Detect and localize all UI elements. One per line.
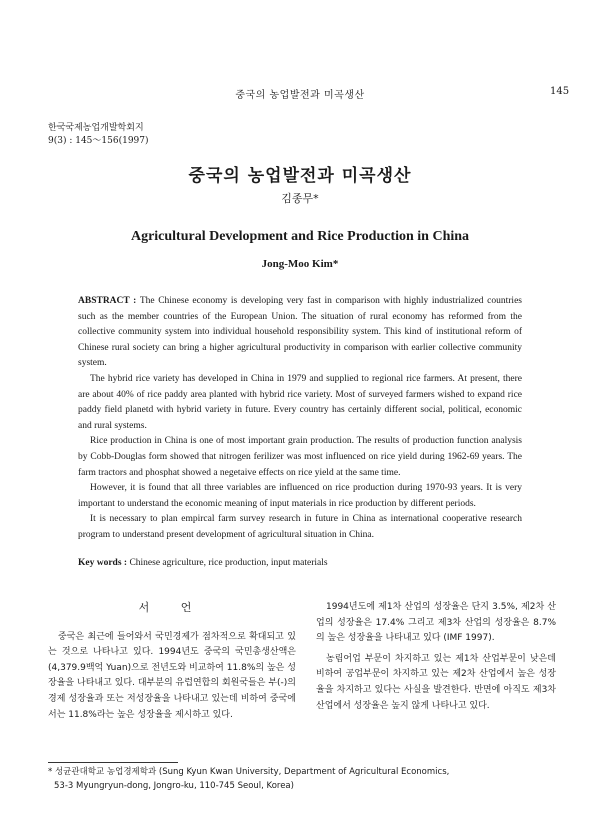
title-english: Agricultural Development and Rice Production in China	[130, 229, 470, 244]
section-heading: 서 언	[138, 601, 206, 614]
keywords-label: Key words :	[78, 558, 128, 568]
footnote-line: * 성균관대학교 농업경제학과 (Sung Kyun Kwan University, Department of Agricultural Economics,	[48, 767, 450, 777]
journal-name: 한국국제농업개발학회지	[48, 123, 144, 133]
abstract-paragraph: However, it is found that all three variables are influenced on rice production during 1970-93 years. It is very important to understand the economic meaning of input materials in rice production by different periods.	[78, 483, 522, 509]
body-paragraph: 농림어업 부문이 차지하고 있는 제1차 산업부문이 낮은데 비하여 공업부문이 차지하고 있는 제2차 산업에서 높은 성장율을 차지하고 있다는 사실을 발견한다. 반면에 아직도 제3차 산업에서 성장율은 높지 않게 나타나고 있다.	[316, 653, 556, 711]
footnote-line: 53-3 Myungryun-dong, Jongro-ku, 110-745 Seoul, Korea)	[54, 781, 294, 791]
footnote	[48, 765, 558, 793]
keywords-text: Chinese agriculture, rice production, input materials	[129, 558, 328, 568]
abstract-paragraph: Rice production in China is one of most important grain production. The results of production function analysis by Cobb-Douglas form showed that nitrogen ferilizer was most influenced on rice yield during 1962-69 years. The farm tractors and phosphat showed a negetaive effects on rice yield at the same time.	[78, 436, 522, 478]
body-paragraph: 중국은 최근에 들어와서 국민경제가 점차적으로 확대되고 있는 것으로 나타나고 있다. 1994년도 중국의 국민총생산액은 (4,379.9백억 Yuan)으로 전년도와 비교하여 11.8%의 높은 성장율을 나타내고 있다. 대부분의 유럽연합의 회원국들은 부(-)의 경제 성장율과 또는 저성장율을 나타내고 있는데 비하여 중국에서는 11.8%라는 높은 성장율을 제시하고 있다.	[48, 631, 296, 720]
running-header-title: 중국의 농업발전과 미곡생산	[235, 90, 365, 101]
journal-citation: 9(3) : 145～156(1997)	[48, 136, 149, 146]
author-korean: 김종무*	[281, 192, 319, 205]
body-column-right	[316, 600, 556, 714]
page-number: 145	[550, 86, 570, 97]
abstract-paragraph: The hybrid rice variety has developed in China in 1979 and supplied to regional rice farmers. At present, there are about 40% of rice paddy area planted with hybrid rice variety. Most of surveyed farmers wished to expand rice paddy field planetd with hybrid variety in future. Every country has certainly different social, political, economic and rural systems.	[78, 373, 522, 431]
abstract-paragraph: It is necessary to plan empircal farm survey research in future in China as international cooperative research program to understand present development of agricultural situation in China.	[78, 514, 522, 540]
keywords	[78, 558, 522, 568]
abstract	[78, 294, 522, 544]
body-paragraph: 1994년도에 제1차 산업의 성장율은 단지 3.5%, 제2차 산업의 성장율은 17.4% 그리고 제3차 산업의 성장율은 8.7%의 높은 성장율을 나타내고 있다 (IMF 1997).	[316, 602, 556, 644]
author-english: Jong-Moo Kim*	[261, 258, 339, 270]
title-korean: 중국의 농업발전과 미곡생산	[188, 166, 412, 186]
abstract-text: The Chinese economy is developing very fast in comparison with highly industrialized countries such as the member countries of the European Union. The situation of rural economy has reformed from the collective community system into individual household responsibility system. This kind of institutional reform of Chinese rural society can bring a higher agricultural productivity in comparison with earlier collective community system.	[78, 296, 522, 369]
footnote-divider	[48, 762, 178, 763]
body-column-left	[48, 600, 296, 723]
abstract-label: ABSTRACT :	[78, 296, 137, 306]
journal-info	[48, 122, 149, 148]
abstract-paragraph	[78, 294, 522, 372]
